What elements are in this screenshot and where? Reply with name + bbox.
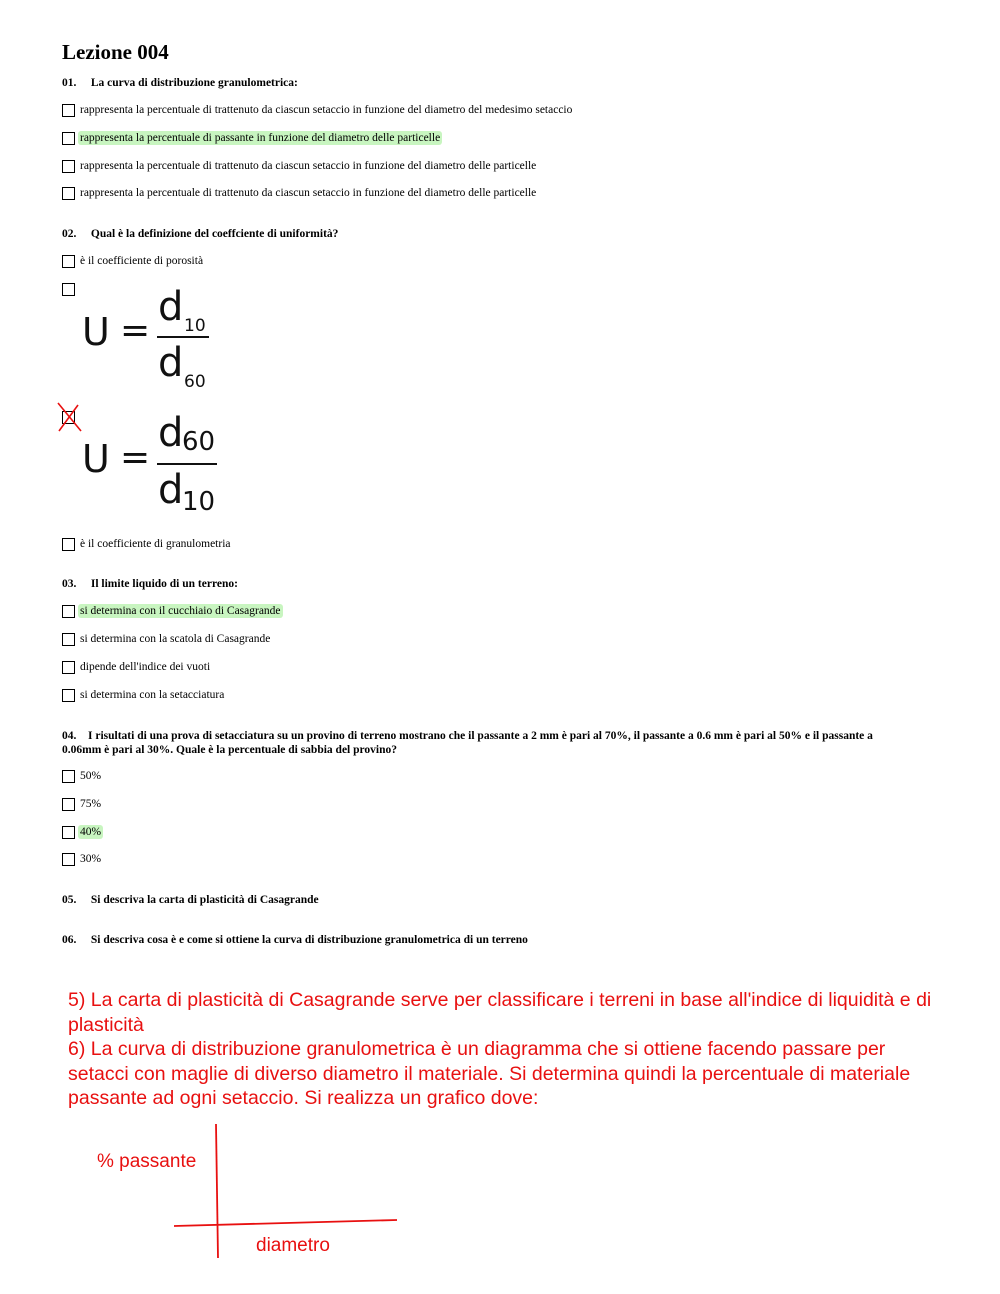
q03-option-4[interactable] (62, 687, 226, 703)
checkbox[interactable] (62, 853, 75, 866)
q04-option-4[interactable] (62, 851, 103, 867)
question-text: Si descriva la carta di plasticità di Casagrande (90, 894, 319, 906)
option-label: dipende dell'indice dei vuoti (80, 661, 211, 673)
formula-lhs: U (82, 310, 110, 354)
option-label: si determina con la setacciatura (80, 689, 225, 701)
formula-u-d60-over-d10 (82, 410, 232, 525)
q02-option-1[interactable] (62, 253, 205, 269)
q04-option-2[interactable] (62, 796, 103, 812)
question-number: 03. (62, 578, 77, 590)
checkbox[interactable] (62, 633, 75, 646)
fraction-bar (157, 336, 209, 338)
handwritten-answer (68, 988, 948, 1111)
question-number: 01. (62, 77, 77, 89)
checkbox[interactable] (62, 689, 75, 702)
q03-option-2[interactable] (62, 631, 272, 647)
checkbox[interactable] (62, 132, 75, 145)
question-number: 06. (62, 934, 77, 946)
option-label: 75% (80, 798, 102, 810)
formula-denominator: d (158, 340, 184, 386)
option-label: rappresenta la percentuale di trattenuto da ciascun setaccio in funzione del diametro del medesimo setaccio (80, 104, 573, 116)
question-number: 04. (62, 730, 77, 742)
formula-equals: = (120, 437, 151, 478)
option-label: rappresenta la percentuale di trattenuto da ciascun setaccio in funzione del diametro delle particelle (80, 187, 537, 199)
question-text: Si descriva cosa è e come si ottiene la curva di distribuzione granulometrica di un terreno (90, 934, 528, 946)
checkbox[interactable] (62, 826, 75, 839)
question-number: 02. (62, 228, 77, 240)
formula-u-d10-over-d60 (82, 284, 222, 398)
question-03 (62, 578, 238, 590)
q03-option-3[interactable] (62, 659, 212, 675)
sketch-x-label: diametro (256, 1235, 330, 1256)
q01-option-4[interactable] (62, 185, 538, 201)
formula-numerator-subscript: 10 (184, 316, 206, 336)
answer-paragraph-5: 5) La carta di plasticità di Casagrande serve per classificare i terreni in base all'indice di liquidità e di plasticità (68, 989, 932, 1036)
formula-denominator: d (158, 467, 184, 513)
fraction-bar (157, 463, 217, 465)
sketch-y-axis (216, 1124, 218, 1258)
option-label: 30% (80, 853, 102, 865)
question-text: La curva di distribuzione granulometrica: (90, 77, 298, 89)
checkbox[interactable] (62, 187, 75, 200)
q02-option-2[interactable] (62, 281, 75, 297)
option-label: è il coefficiente di granulometria (80, 538, 231, 550)
checkbox[interactable] (62, 283, 75, 296)
q03-option-1[interactable] (62, 603, 283, 619)
question-text: I risultati di una prova di setacciatura su un provino di terreno mostrano che il passante a 2 mm è pari al 70%, il passante a 0.6 mm è pari al 50% e il passante a 0.06mm è pari al 30%. Quale è la percentuale di sabbia del provino? (62, 730, 873, 756)
question-number: 05. (62, 894, 77, 906)
option-label: rappresenta la percentuale di trattenuto da ciascun setaccio in funzione del diametro delle particelle (80, 160, 537, 172)
question-04 (62, 729, 912, 757)
answer-paragraph-6: 6) La curva di distribuzione granulometrica è un diagramma che si ottiene facendo passare per setacci con maglie di diverso diametro il materiale. Si determina quindi la percentuale di materiale passante ad ogni setaccio. Si realizza un grafico dove: (68, 1038, 911, 1109)
checkbox[interactable] (62, 104, 75, 117)
question-05 (62, 894, 319, 906)
sketch-y-label: % passante (97, 1151, 197, 1172)
question-text: Il limite liquido di un terreno: (90, 578, 238, 590)
formula-numerator-subscript: 60 (182, 427, 216, 457)
checkbox[interactable] (62, 255, 75, 268)
q01-option-3[interactable] (62, 158, 538, 174)
checkbox[interactable] (62, 538, 75, 551)
q02-option-4[interactable] (62, 536, 233, 552)
formula-numerator: d (158, 284, 184, 330)
q01-option-1[interactable] (62, 102, 574, 118)
checkbox[interactable] (62, 605, 75, 618)
formula-denominator-subscript: 10 (182, 487, 216, 517)
formula-lhs: U (82, 437, 110, 481)
checkbox[interactable] (62, 770, 75, 783)
formula-numerator: d (158, 410, 184, 456)
checkbox[interactable] (62, 798, 75, 811)
formula-equals: = (120, 310, 151, 351)
page-title: Lezione 004 (62, 40, 169, 64)
option-label: si determina con la scatola di Casagrande (80, 633, 271, 645)
question-06 (62, 934, 528, 946)
question-02 (62, 228, 338, 240)
question-01 (62, 77, 298, 89)
question-text: Qual è la definizione del coeffciente di uniformità? (90, 228, 339, 240)
cross-mark-icon (56, 401, 84, 433)
q04-option-1[interactable] (62, 768, 103, 784)
option-label-highlighted: si determina con il cucchiaio di Casagrande (80, 605, 281, 617)
q04-option-3[interactable] (62, 824, 103, 840)
sketch-x-axis (174, 1220, 397, 1226)
q01-option-2[interactable] (62, 130, 442, 146)
formula-denominator-subscript: 60 (184, 372, 206, 392)
option-label-highlighted: 40% (80, 826, 102, 838)
option-label: è il coefficiente di porosità (80, 255, 204, 267)
option-label: 50% (80, 770, 102, 782)
checkbox[interactable] (62, 160, 75, 173)
option-label-highlighted: rappresenta la percentuale di passante in funzione del diametro delle particelle (80, 132, 441, 144)
checkbox[interactable] (62, 661, 75, 674)
